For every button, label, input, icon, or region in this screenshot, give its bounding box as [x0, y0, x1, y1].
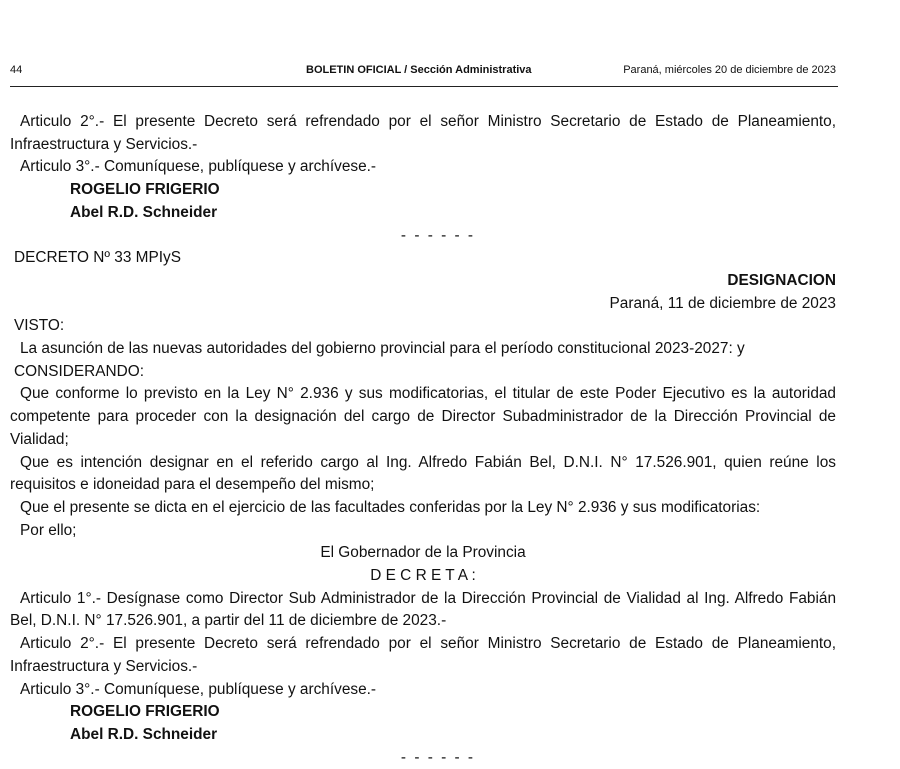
page-header [10, 62, 838, 87]
decree-number: DECRETO Nº 33 MPIyS [14, 249, 181, 267]
article-2: Articulo 2°.- El presente Decreto será refrendado por el señor Ministro Secretario de Estado de Planeamiento, Infraestructura y Servicios.- [10, 635, 836, 675]
considerando-paragraph-3: Que el presente se dicta en el ejercicio de las facultades conferidas por la Ley N° 2.936 y sus modificatorias: [20, 498, 761, 516]
publication-title: BOLETIN OFICIAL / Sección Administrativa [306, 64, 532, 76]
visto-label: VISTO: [14, 317, 65, 335]
page-number: 44 [10, 64, 23, 76]
prev-article-2: Articulo 2°.- El presente Decreto será refrendado por el señor Ministro Secretario de Estado de Planeamiento, Infraestructura y Servicios.- [10, 113, 836, 153]
document-body [10, 111, 836, 769]
prev-signer-minister: Abel R.D. Schneider [70, 203, 218, 221]
signer-minister: Abel R.D. Schneider [70, 725, 218, 743]
signer-governor: ROGELIO FRIGERIO [70, 703, 220, 721]
considerando-label: CONSIDERANDO: [14, 362, 144, 380]
governor-heading: El Gobernador de la Provincia [320, 544, 526, 562]
prev-signer-governor: ROGELIO FRIGERIO [70, 181, 220, 199]
prev-article-3: Articulo 3°.- Comuníquese, publíquese y archívese.- [20, 158, 377, 176]
visto-text: La asunción de las nuevas autoridades del gobierno provincial para el período constitucional 2023-2027: y [20, 340, 745, 358]
considerando-paragraph-2: Que es intención designar en el referido cargo al Ing. Alfredo Fabián Bel, D.N.I. N° 17.526.901, quien reúne los requisitos e idoneidad para el desempeño del mismo; [10, 453, 836, 494]
por-ello: Por ello; [20, 521, 77, 539]
decree-subject: DESIGNACION [727, 271, 836, 289]
article-3: Articulo 3°.- Comuníquese, publíquese y archívese.- [20, 680, 377, 698]
considerando-paragraph-1: Que conforme lo previsto en la Ley N° 2.936 y sus modificatorias, el titular de este Poder Ejecutivo es la autoridad competente para proceder con la designación del cargo de Director Subadministrador de la Dirección Provincial de Vialidad; [10, 385, 836, 448]
article-1: Articulo 1°.- Desígnase como Director Sub Administrador de la Dirección Provincial de Vialidad al Ing. Alfredo Fabián Bel, D.N.I. N° 17.526.901, a partir del 11 de diciembre de 2023.- [10, 589, 836, 630]
publication-date: Paraná, miércoles 20 de diciembre de 2023 [623, 64, 836, 76]
decreta-heading: D E C R E T A : [370, 567, 476, 585]
separator: - - - - - - [400, 226, 476, 244]
decree-place-date: Paraná, 11 de diciembre de 2023 [609, 294, 836, 312]
separator-bottom: - - - - - - [400, 748, 476, 766]
